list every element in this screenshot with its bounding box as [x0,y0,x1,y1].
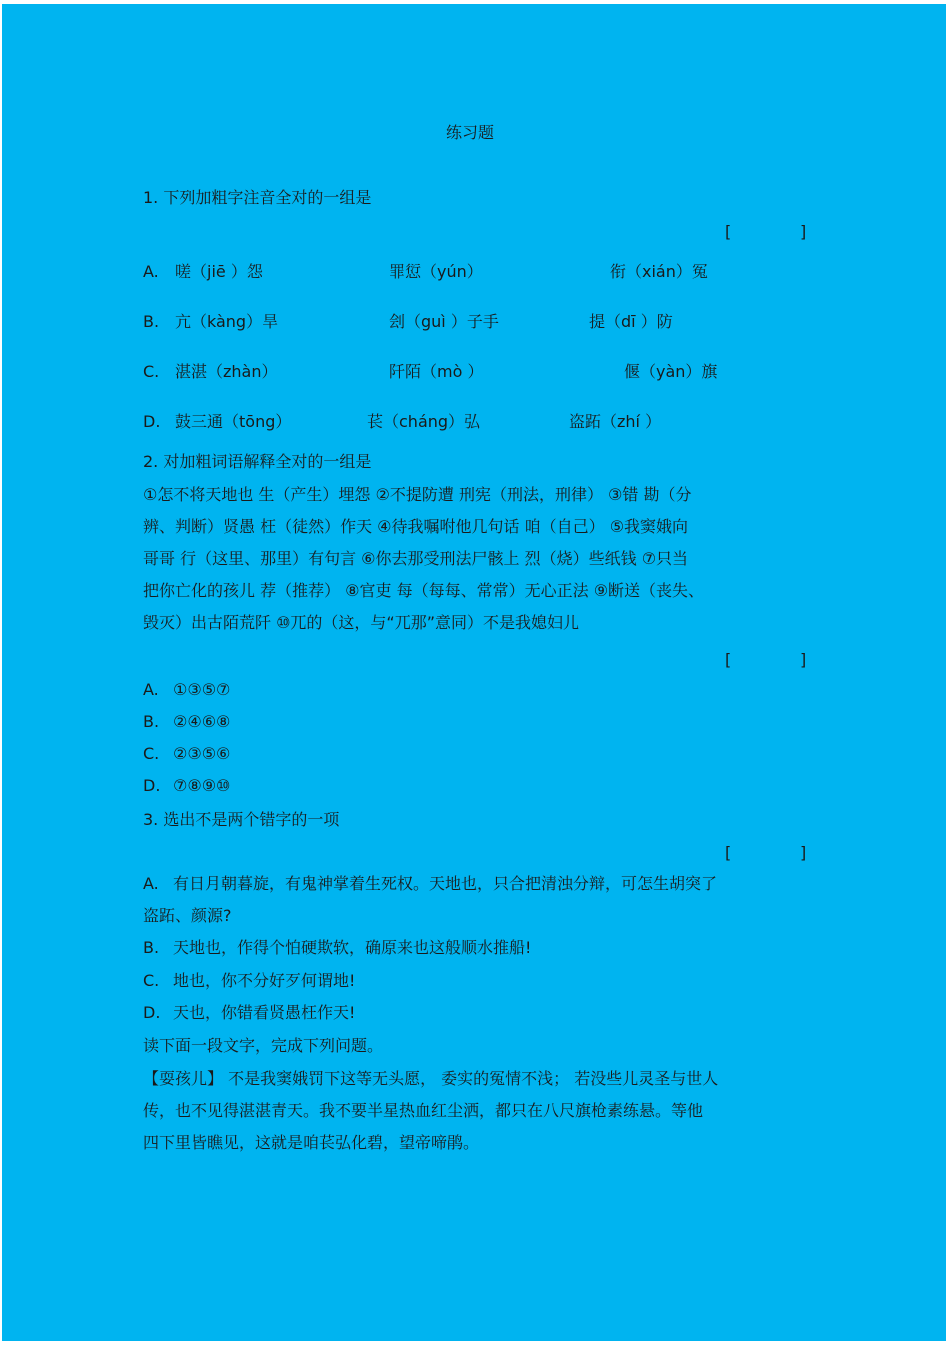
option-label: A. [143,680,159,699]
option-item: ①③⑤⑦ [173,680,231,699]
question-2-line: 辨、判断）贤愚 枉（徒然）作天 ④待我嘱咐他几句话 咱（自己） ⑤我窦娥向 [143,517,689,536]
option-item: 偃（yàn）旗 [624,362,718,381]
option-label: C. [143,362,160,381]
reading-instruction: 读下面一段文字，完成下列问题。 [143,1036,384,1055]
question-2-line: ①怎不将天地也 生（产生）埋怨 ②不提防遭 刑宪（刑法，刑律） ③错 勘（分 [143,485,692,504]
option-item: 苌（cháng）弘 [367,412,481,431]
option-item: 阡陌（mò ） [389,362,484,381]
option-item: ⑦⑧⑨⑩ [173,776,231,795]
option-item: 盗跖（zhí ） [569,412,662,431]
option-item: 嗟（jiē ）怨 [175,262,263,281]
option-item: ②③⑤⑥ [173,744,231,763]
option-item: 天也，你错看贤愚枉作天! [173,1003,356,1022]
question-3-stem: 3. 选出不是两个错字的一项 [143,810,340,829]
answer-bracket-close: ] [800,222,807,241]
option-item: 湛湛（zhàn） [175,362,278,381]
option-label: C. [143,744,160,763]
question-2-stem: 2. 对加粗词语解释全对的一组是 [143,452,372,471]
option-item: 刽（guì ）子手 [389,312,499,331]
answer-bracket-open: [ [725,222,732,241]
answer-bracket-open: [ [725,650,732,669]
page-title: 练习题 [446,123,495,142]
option-item: 衔（xián）冤 [610,262,708,281]
question-2-line: 哥哥 行（这里、那里）有句言 ⑥你去那受刑法尸骸上 烈（烧）些纸钱 ⑦只当 [143,549,689,568]
option-item: 罪愆（yún） [389,262,483,281]
reading-passage-line: 传，也不见得湛湛青天。我不要半星热血红尘洒，都只在八尺旗枪素练悬。等他 [143,1101,704,1120]
option-item: ②④⑥⑧ [173,712,231,731]
option-item: 亢（kàng）旱 [175,312,279,331]
option-item: 有日月朝暮旋，有鬼神掌着生死权。天地也，只合把清浊分辩，可怎生胡突了 [173,874,718,893]
option-label: D. [143,412,161,431]
answer-bracket-close: ] [800,650,807,669]
option-item: 鼓三通（tōng） [175,412,292,431]
option-item: 天地也，作得个怕硬欺软，确原来也这般顺水推船! [173,938,532,957]
option-label: B. [143,312,160,331]
reading-passage-line: 四下里皆瞧见，这就是咱苌弘化碧，望帝啼鹃。 [143,1133,480,1152]
question-2-line: 毁灭）出古陌荒阡 ⑩兀的（这，与“兀那”意同）不是我媳妇儿 [143,613,580,632]
option-item: 地也，你不分好歹何谓地! [173,971,356,990]
option-item-continued: 盗跖、颜源? [143,906,232,925]
option-label: A. [143,262,159,281]
option-label: B. [143,712,160,731]
reading-passage-line: 【耍孩儿】 不是我窦娥罚下这等无头愿， 委实的冤情不浅； 若没些儿灵圣与世人 [143,1069,719,1088]
option-label: D. [143,1003,161,1022]
option-label: C. [143,971,160,990]
question-1-stem: 1. 下列加粗字注音全对的一组是 [143,188,372,207]
question-2-line: 把你亡化的孩儿 荐（推荐） ⑧官吏 每（每每、常常）无心正法 ⑨断送（丧失、 [143,581,705,600]
answer-bracket-close: ] [800,843,807,862]
option-label: D. [143,776,161,795]
option-item: 提（dī ）防 [589,312,673,331]
option-label: B. [143,938,160,957]
answer-bracket-open: [ [725,843,732,862]
option-label: A. [143,874,159,893]
